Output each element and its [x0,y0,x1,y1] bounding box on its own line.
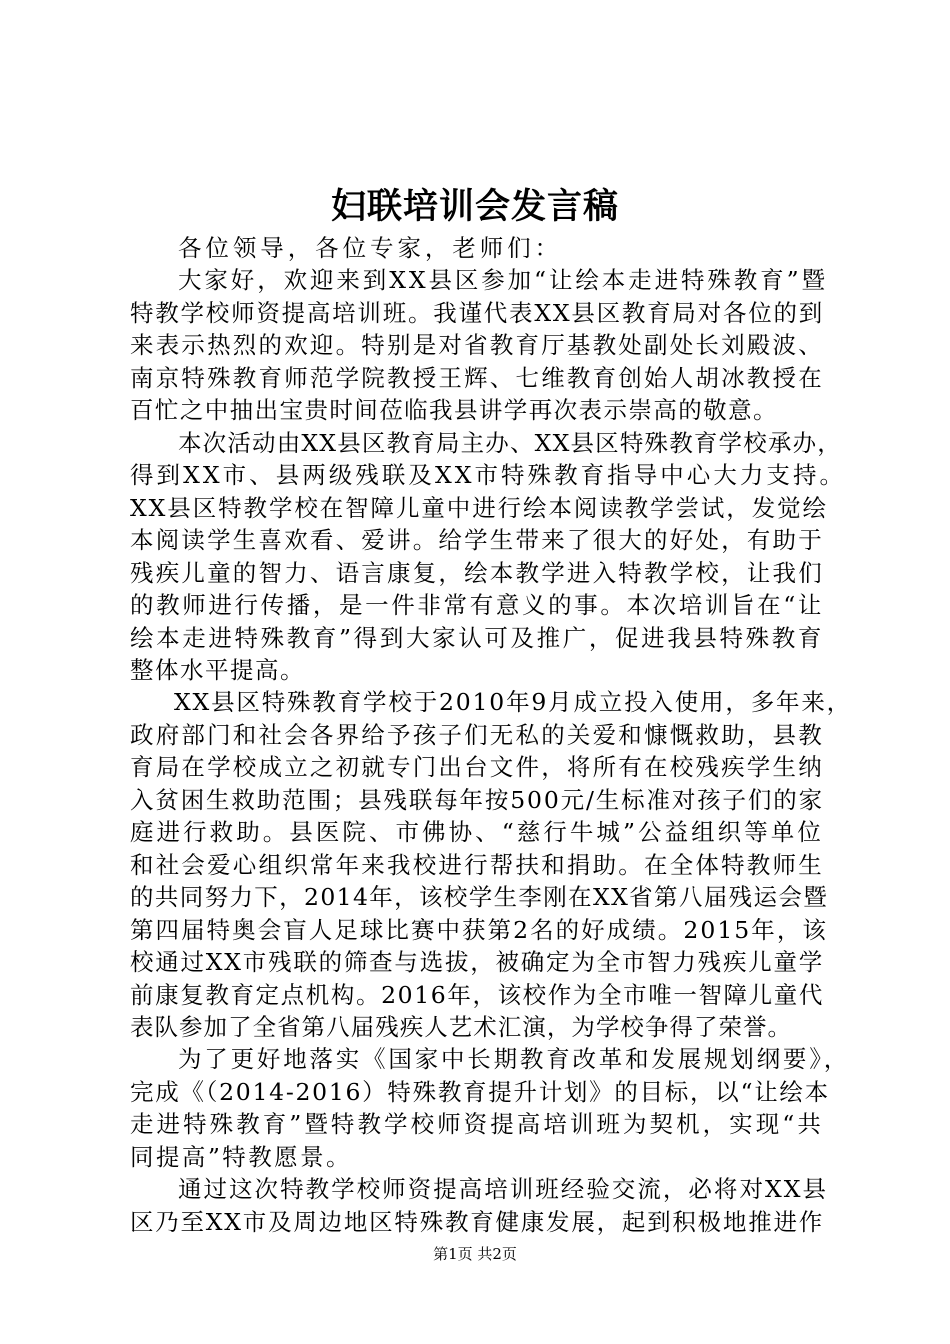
body-line: 整体水平提高。 [130,656,305,684]
body-line: 本阅读学生喜欢看、爱讲。给学生带来了很大的好处，有助于 [130,526,824,554]
body-line: 各位领导，各位专家，老师们： [178,234,563,262]
body-line: 前康复教育定点机构。2016年，该校作为全市唯一智障儿童代 [130,981,824,1009]
body-line: 的共同努力下，2014年，该校学生李刚在XX省第八届残运会暨 [130,883,829,911]
body-line: 特教学校师资提高培训班。我谨代表XX县区教育局对各位的到 [130,299,825,327]
body-line: 来表示热烈的欢迎。特别是对省教育厅基教处副处长刘殿波、 [130,331,824,359]
body-line: XX县区特殊教育学校于2010年9月成立投入使用，多年来， [174,688,852,716]
body-line: 表队参加了全省第八届残疾人艺术汇演，为学校争得了荣誉。 [130,1013,793,1041]
document-title: 妇联培训会发言稿 [330,186,619,227]
body-line: 残疾儿童的智力、语言康复，绘本教学进入特教学校，让我们 [130,559,824,587]
body-line: 为了更好地落实《国家中长期教育改革和发展规划纲要》， [178,1045,851,1073]
body-line: 走进特殊教育”暨特教学校师资提高培训班为契机，实现“共 [130,1110,824,1138]
body-line: 通过这次特教学校师资提高培训班经验交流，必将对XX县 [178,1175,828,1203]
body-line: 大家好，欢迎来到XX县区参加“让绘本走进特殊教育”暨 [178,266,828,294]
body-line: 第四届特奥会盲人足球比赛中获第2名的好成绩。2015年，该 [130,916,828,944]
body-line: 庭进行救助。县医院、市佛协、“慈行牛城”公益组织等单位 [130,818,824,846]
body-line: 校通过XX市残联的筛查与选拔，被确定为全市智力残疾儿童学 [130,948,825,976]
body-line: 育局在学校成立之初就专门出台文件，将所有在校残疾学生纳 [130,753,824,781]
page-number-footer: 第1页 共2页 [433,1245,517,1263]
body-line: 入贫困生救助范围；县残联每年按500元/生标准对孩子们的家 [130,786,824,814]
body-line: 区乃至XX市及周边地区特殊教育健康发展，起到积极地推进作 [130,1208,825,1236]
body-line: 的教师进行传播，是一件非常有意义的事。本次培训旨在“让 [130,591,825,619]
body-line: 同提高”特教愿景。 [130,1143,352,1171]
body-line: 和社会爱心组织常年来我校进行帮扶和捐助。在全体特教师生 [130,851,824,879]
body-line: 政府部门和社会各界给予孩子们无私的关爱和慷慨救助，县教 [130,721,824,749]
body-line: 南京特殊教育师范学院教授王辉、七维教育创始人胡冰教授在 [130,364,824,392]
body-line: XX县区特教学校在智障儿童中进行绘本阅读教学尝试，发觉绘 [130,494,828,522]
body-line: 本次活动由XX县区教育局主办、XX县区特殊教育学校承办， [178,429,842,457]
body-line: 绘本走进特殊教育”得到大家认可及推广，促进我县特殊教育 [130,624,825,652]
body-line: 得到XX市、县两级残联及XX市特殊教育指导中心大力支持。 [130,461,847,489]
body-line: 百忙之中抽出宝贵时间莅临我县讲学再次表示崇高的敬意。 [130,396,778,424]
body-line: 完成《（2014-2016）特殊教育提升计划》的目标，以“让绘本 [130,1078,830,1106]
